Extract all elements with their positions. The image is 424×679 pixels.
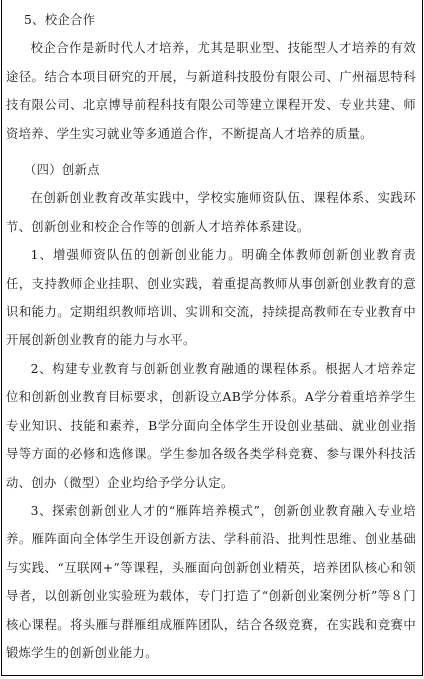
section-4-intro: 在创新创业教育改革实践中，学校实施师资队伍、课程体系、实践环节、创新创业和校企合作等的创新人才培养体系建设。: [6, 191, 416, 234]
innovation-point-3: 3、探索创新创业人才的“雁阵培养模式”，创新创业教育融入专业培养。雁阵面向全体学生开设创新方法、学科前沿、批判性思维、创业基础与实践、“互联网+”等课程，头雁面向创新创业精英，培养团队核心和领导者，以创新创业实验班为载体，专门打造了“创新创业案例分析”等８门核心课程。将头雁与群雁组成雁阵团队，结合各级竞赛，在实践和竞赛中锻炼学生的创新创业能力。: [6, 503, 416, 660]
section-5-paragraph: 校企合作是新时代人才培养，尤其是职业型、技能型人才培养的有效途径。结合本项目研究的开展，与新道科技股份有限公司、广州福思特科技有限公司、北京博导前程科技有限公司等建立课程开发、专业共建、师资培养、学生实习就业等多通道合作，不断提高人才培养的质量。: [6, 41, 416, 141]
innovation-point-1: 1、增强师资队伍的创新创业能力。明确全体教师创新创业教育责任，支持教师企业挂职、创业实践，着重提高教师从事创新创业教育的意识和能力。定期组织教师培训、实训和交流，持续提高教师在专业教育中开展创新创业教育的能力与水平。: [6, 248, 416, 348]
section-5-title: 5、校企合作: [24, 13, 96, 27]
section-4-title: （四）创新点: [24, 163, 100, 178]
innovation-point-2: 2、构建专业教育与创新创业教育融通的课程体系。根据人才培养定位和创新创业教育目标要求，创新设立AB学分体系。A学分着重培养学生专业知识、技能和素养，B学分面向全体学生开设创业基础、就业创业指导等方面的必修和选修课。学生参加各级各类学科竞赛、参与课外科技活动、创办（微型）企业均给予学分认定。: [6, 361, 416, 490]
document-content: [6, 6, 416, 667]
section-spacer: [6, 148, 416, 156]
